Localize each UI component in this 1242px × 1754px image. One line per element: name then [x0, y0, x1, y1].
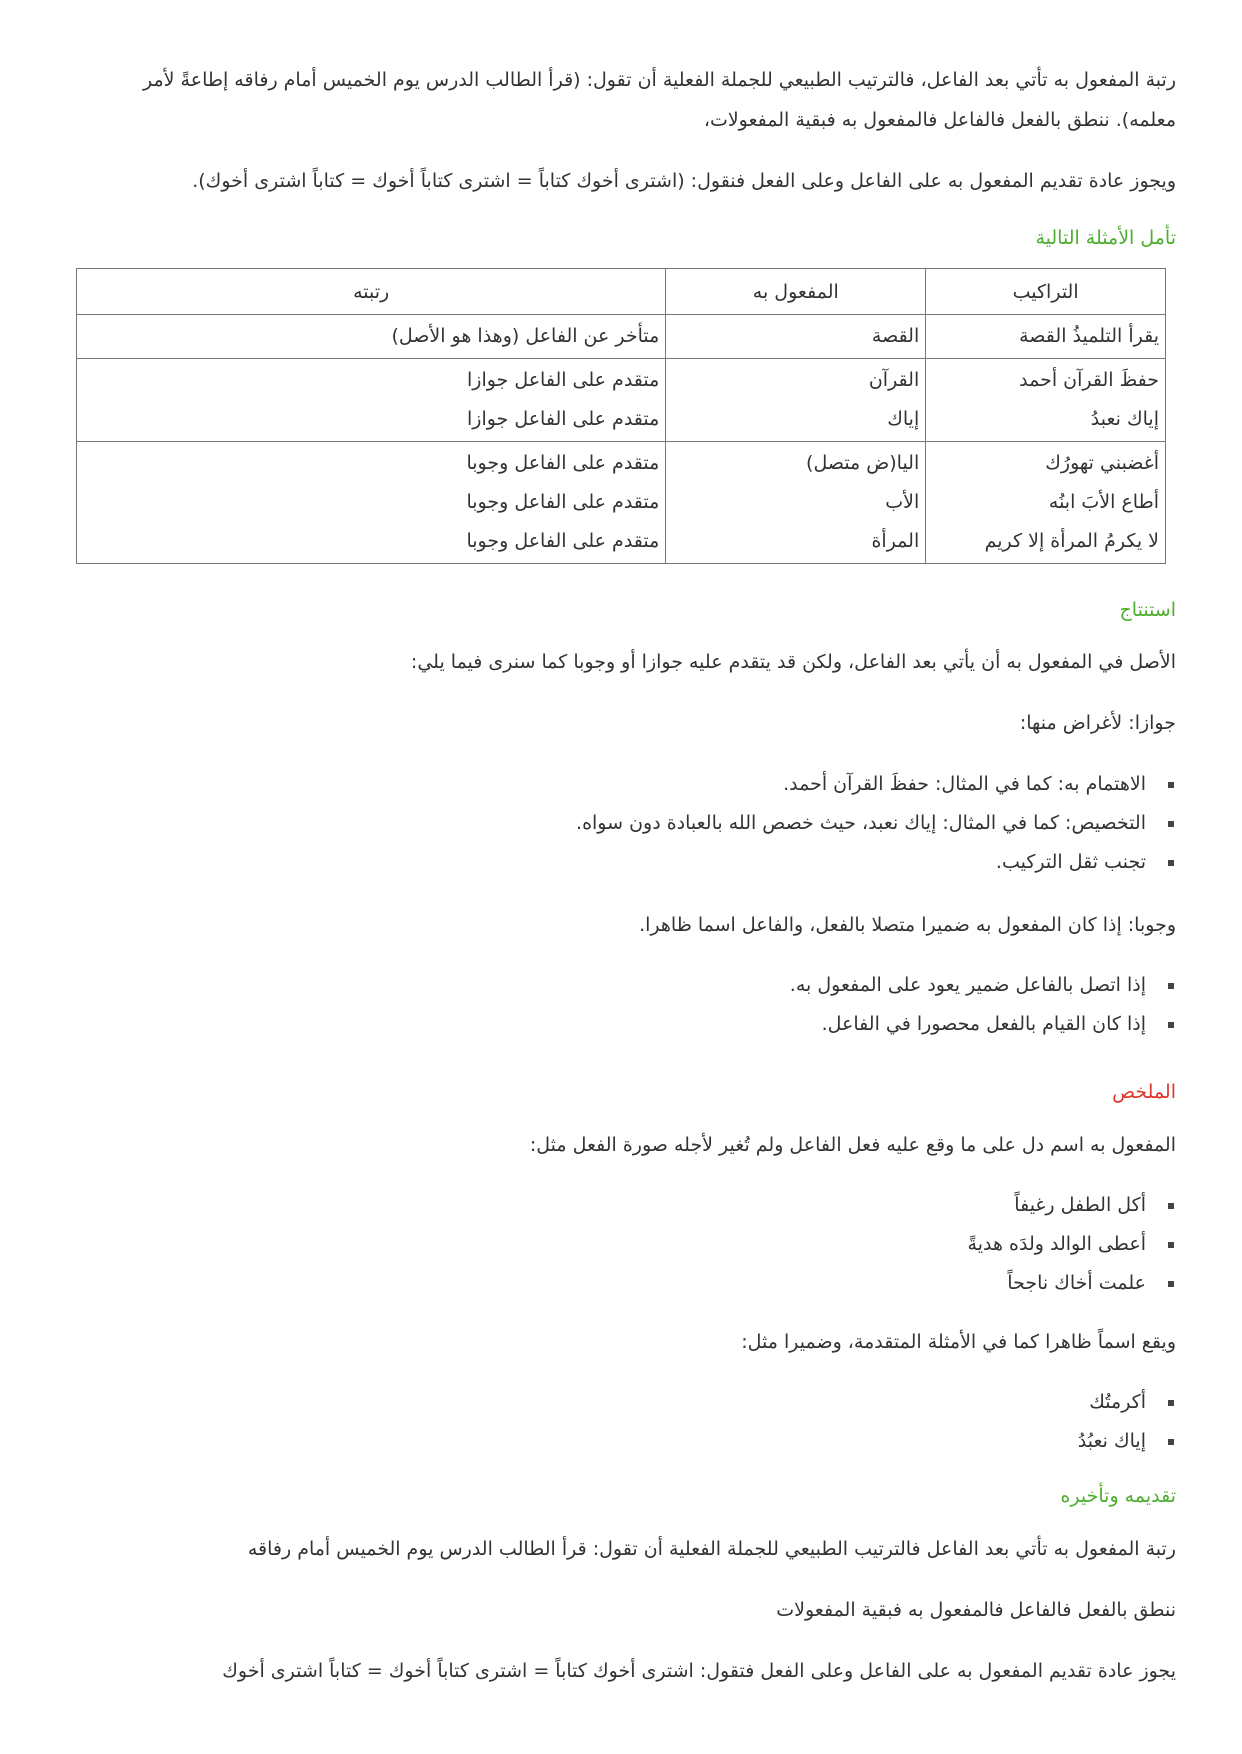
pronoun-examples-list	[66, 1383, 1176, 1461]
rank-cell	[77, 315, 666, 359]
bullet-square-icon	[1168, 821, 1174, 827]
cell-line: متقدم على الفاعل وجوبا	[466, 491, 660, 513]
list-item-text: أكرمتُك	[1089, 1391, 1146, 1413]
header-structure: التراكيب	[926, 269, 1166, 315]
cell-line: اليا(ض متصل)	[806, 452, 920, 474]
table-header-row	[77, 269, 1166, 315]
list-item-text: إذا اتصل بالفاعل ضمير يعود على المفعول به.	[789, 974, 1146, 996]
object-cell	[666, 442, 926, 564]
list-item	[66, 1186, 1176, 1225]
order-heading: تقديمه وتأخيره	[1060, 1485, 1176, 1507]
list-item-text: علمت أخاك ناجحاً	[1007, 1272, 1146, 1294]
cell-line: يقرأ التلميذُ القصة	[1019, 325, 1159, 347]
bullet-square-icon	[1168, 983, 1174, 989]
object-cell	[666, 315, 926, 359]
cell-line: متقدم على الفاعل وجوبا	[466, 530, 660, 552]
list-item	[66, 804, 1176, 843]
bullet-square-icon	[1168, 860, 1174, 866]
order-paragraph-2: ننطق بالفعل فالفاعل فالمفعول به فبقية المفعولات	[776, 1599, 1176, 1621]
bullet-square-icon	[1168, 1281, 1174, 1287]
cell-line: متقدم على الفاعل جوازا	[466, 408, 660, 430]
order-paragraph-1: رتبة المفعول به تأتي بعد الفاعل فالترتيب الطبيعي للجملة الفعلية أن تقول: قرأ الطالب الدرس يوم الخميس أمام رفاقه	[247, 1538, 1176, 1560]
list-item-text: إياك نعبُدُ	[1077, 1430, 1146, 1452]
list-item	[66, 1264, 1176, 1303]
optional-reasons-list	[66, 765, 1176, 882]
mandatory-reasons-list	[66, 966, 1176, 1044]
cell-line: إياك نعبدُ	[1090, 408, 1159, 430]
rank-cell	[77, 359, 666, 442]
cell-line: حفظَ القرآن أحمد	[1019, 369, 1159, 391]
list-item	[66, 1422, 1176, 1461]
conclusion-paragraph: الأصل في المفعول به أن يأتي بعد الفاعل، ولكن قد يتقدم عليه جوازا أو وجوبا كما سنرى فيما يلي:	[410, 651, 1176, 673]
summary-heading: الملخص	[1112, 1081, 1176, 1103]
bullet-square-icon	[1168, 1400, 1174, 1406]
cell-line: الأب	[885, 491, 920, 513]
object-cell	[666, 359, 926, 442]
list-item-text: إذا كان القيام بالفعل محصورا في الفاعل.	[821, 1013, 1146, 1035]
examples-table	[76, 268, 1166, 564]
cell-line: القصة	[871, 325, 920, 347]
bullet-square-icon	[1168, 1242, 1174, 1248]
summary-paragraph-2: ويقع اسماً ظاهرا كما في الأمثلة المتقدمة، وضميرا مثل:	[741, 1331, 1176, 1353]
cell-line: القرآن	[868, 369, 920, 391]
intro-line-2: معلمه). ننطق بالفعل فالفاعل فالمفعول به فبقية المفعولات،	[703, 109, 1176, 131]
list-item	[66, 765, 1176, 804]
cell-line: أغضبني تهورُك	[1045, 452, 1159, 474]
rank-cell	[77, 442, 666, 564]
mandatory-intro: وجوبا: إذا كان المفعول به ضميرا متصلا بالفعل، والفاعل اسما ظاهرا.	[639, 914, 1176, 936]
summary-paragraph-1: المفعول به اسم دل على ما وقع عليه فعل الفاعل ولم تُغير لأجله صورة الفعل مثل:	[529, 1134, 1176, 1156]
examples-heading: تأمل الأمثلة التالية	[1035, 227, 1176, 249]
structure-cell	[926, 315, 1166, 359]
header-rank: رتبته	[77, 269, 666, 315]
list-item-text: أعطى الوالد ولدَه هديةً	[967, 1233, 1146, 1255]
list-item	[66, 1005, 1176, 1044]
summary-examples-list	[66, 1186, 1176, 1303]
list-item-text: تجنب ثقل التركيب.	[995, 851, 1146, 873]
list-item	[66, 843, 1176, 882]
list-item-text: أكل الطفل رغيفاً	[1014, 1194, 1146, 1216]
bullet-square-icon	[1168, 782, 1174, 788]
list-item	[66, 966, 1176, 1005]
cell-line: متقدم على الفاعل جوازا	[466, 369, 660, 391]
table-row	[77, 442, 1166, 564]
structure-cell	[926, 442, 1166, 564]
cell-line: إياك	[887, 408, 920, 430]
list-item-text: التخصيص: كما في المثال: إياك نعبد، حيث خصص الله بالعبادة دون سواه.	[576, 812, 1146, 834]
order-paragraph-3: يجوز عادة تقديم المفعول به على الفاعل وعلى الفعل فتقول: اشترى أخوك كتاباً = اشترى كتاباً أخوك = كتاباً اشترى أخوك	[222, 1660, 1176, 1682]
cell-line: متقدم على الفاعل وجوبا	[466, 452, 660, 474]
header-object: المفعول به	[666, 269, 926, 315]
list-item	[66, 1225, 1176, 1264]
list-item-text: الاهتمام به: كما في المثال: حفظَ القرآن أحمد.	[783, 773, 1146, 795]
cell-line: أطاع الأبَ ابنُه	[1048, 491, 1159, 513]
intro-paragraph-2: ويجوز عادة تقديم المفعول به على الفاعل وعلى الفعل فنقول: (اشترى أخوك كتاباً = اشترى كتاباً أخوك = كتاباً اشترى أخوك).	[192, 170, 1176, 192]
cell-line: لا يكرمُ المرأة إلا كريم	[984, 530, 1159, 552]
bullet-square-icon	[1168, 1439, 1174, 1445]
intro-line-1: رتبة المفعول به تأتي بعد الفاعل، فالترتيب الطبيعي للجملة الفعلية أن تقول: (قرأ الطالب الدرس يوم الخميس أمام رفاقه إطاعةً لأمر	[143, 69, 1176, 91]
optional-intro: جوازا: لأغراض منها:	[1019, 712, 1176, 734]
cell-line: المرأة	[871, 530, 920, 552]
structure-cell	[926, 359, 1166, 442]
list-item	[66, 1383, 1176, 1422]
intro-paragraph-1	[66, 60, 1176, 140]
table-row	[77, 359, 1166, 442]
bullet-square-icon	[1168, 1022, 1174, 1028]
cell-line: متأخر عن الفاعل (وهذا هو الأصل)	[391, 325, 660, 347]
bullet-square-icon	[1168, 1203, 1174, 1209]
conclusion-heading: استنتاج	[1119, 599, 1176, 621]
table-row	[77, 315, 1166, 359]
